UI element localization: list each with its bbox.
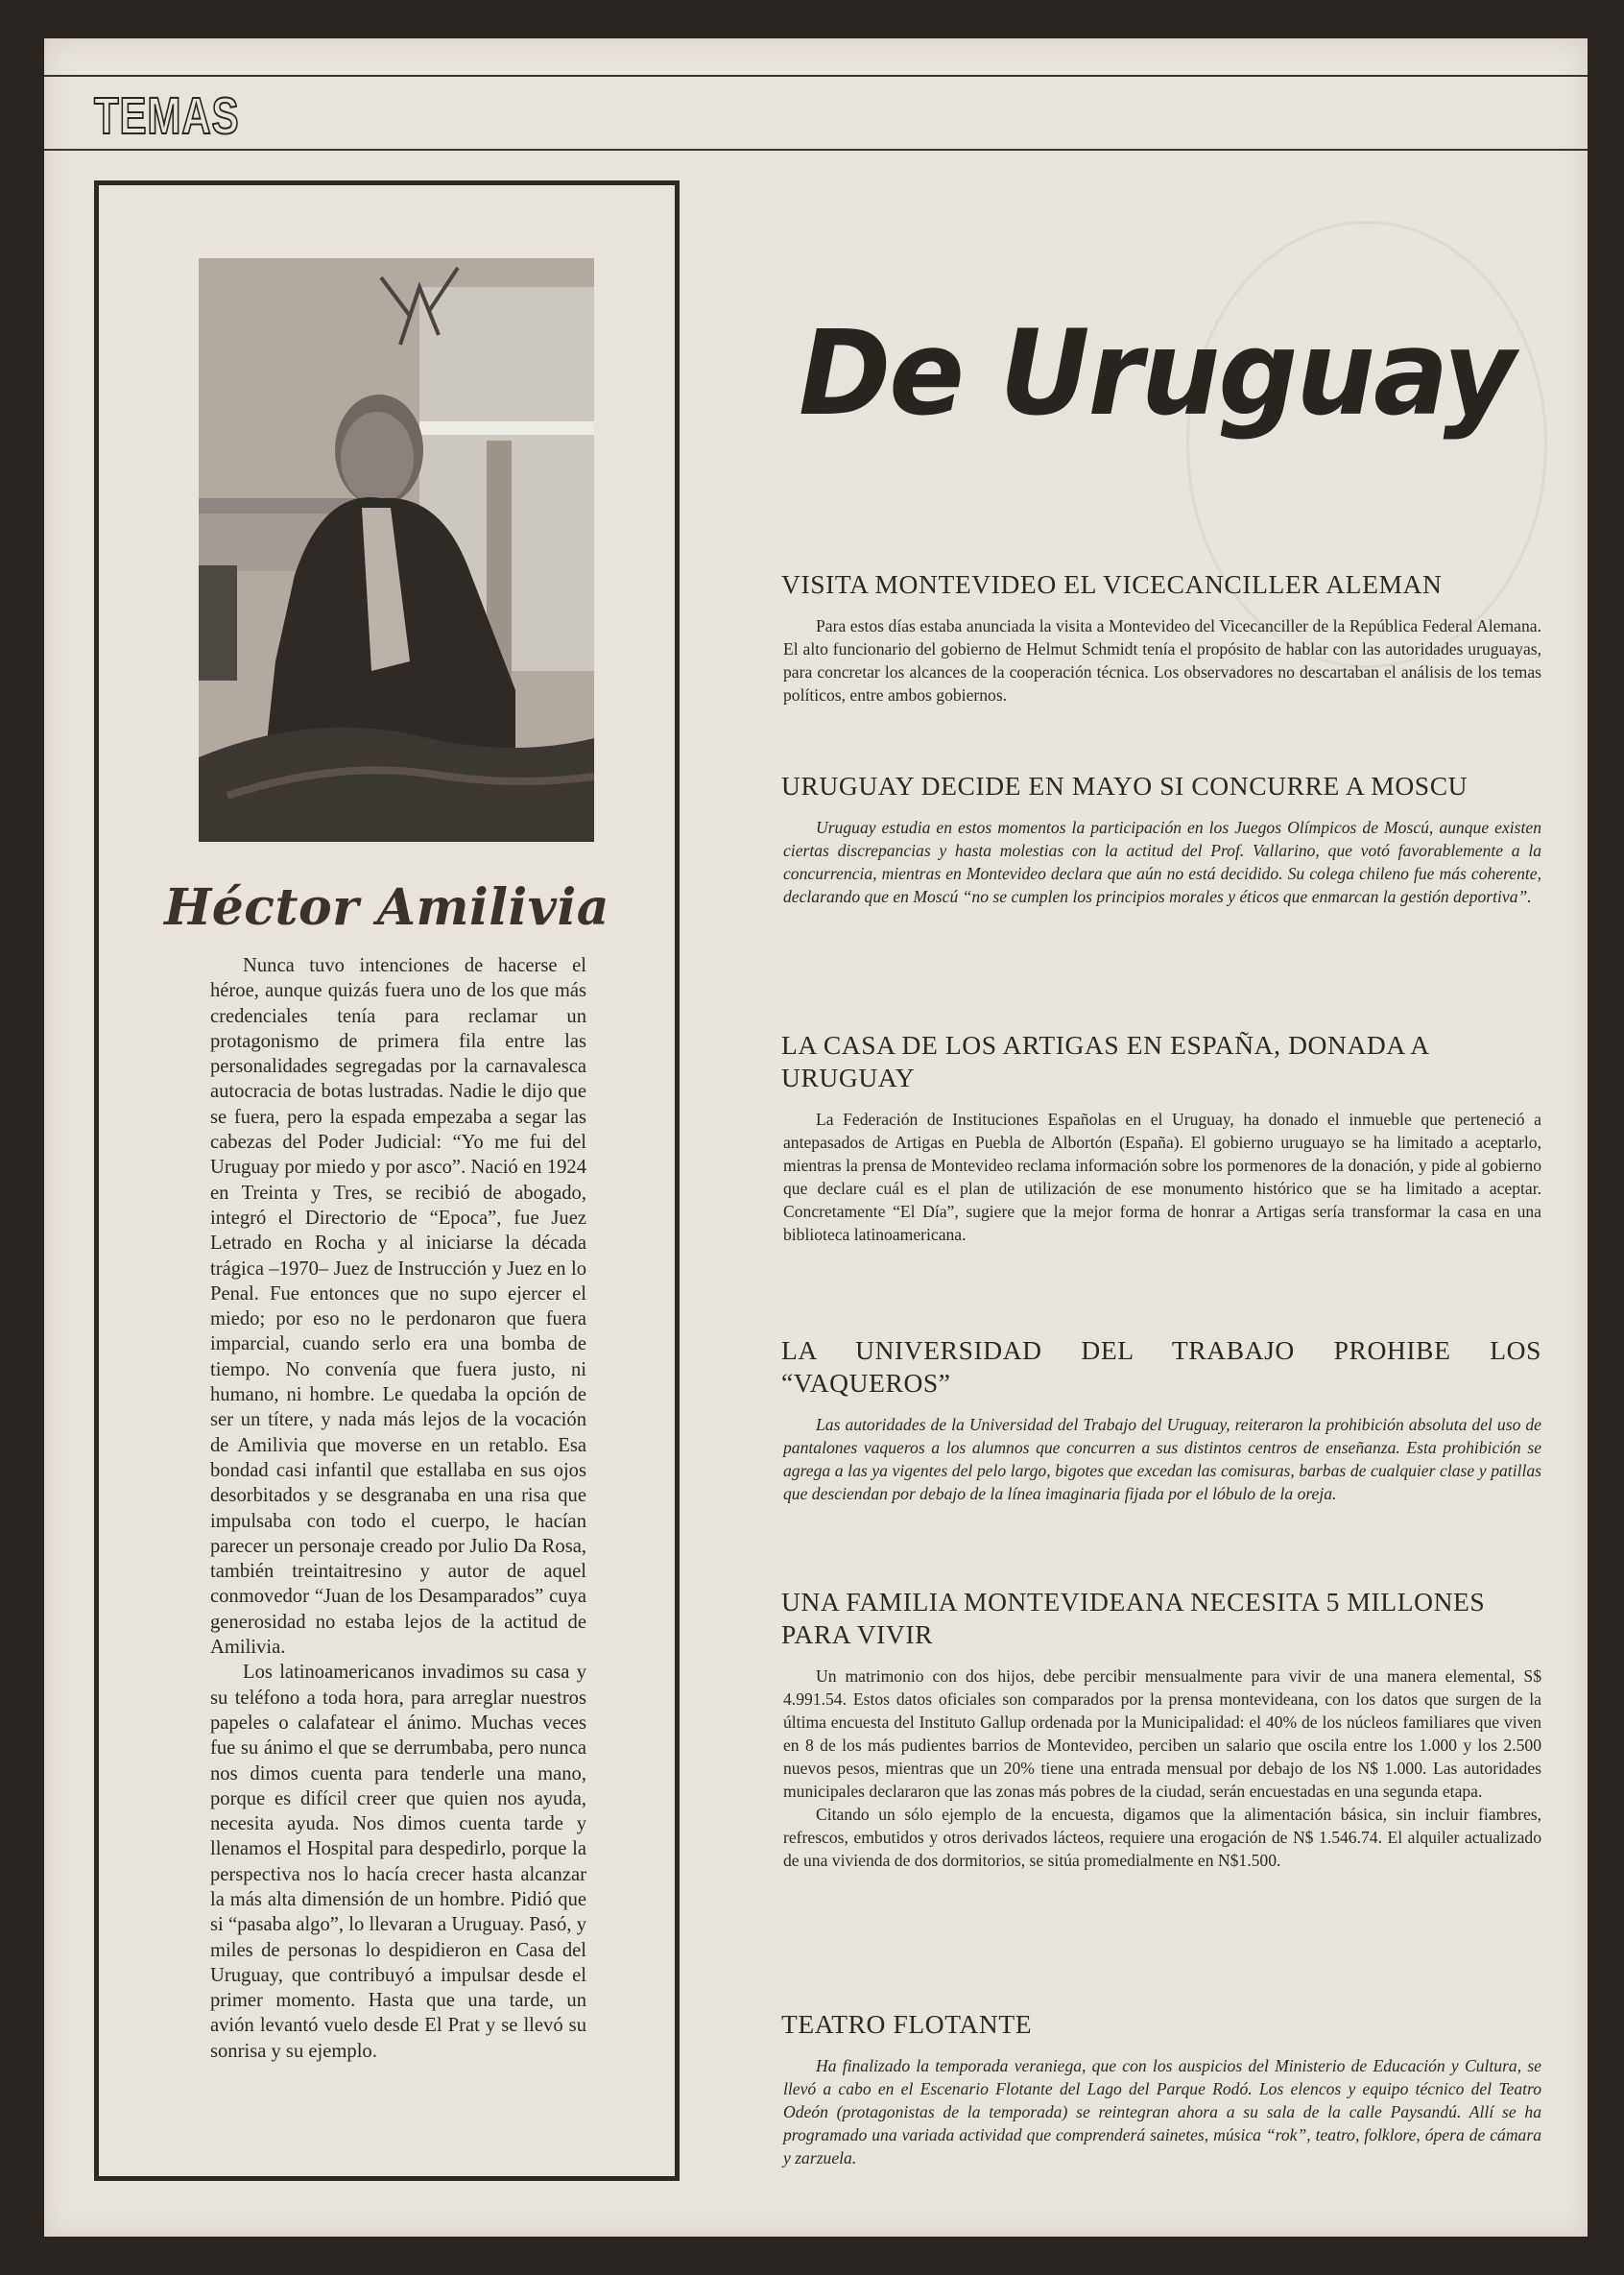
portrait-photo — [199, 258, 594, 842]
masthead-rule — [44, 149, 1588, 151]
news-paragraph: Citando un sólo ejemplo de la encuesta, digamos que la alimentación básica, sin incluir fiambres, refrescos, embutidos y otros derivados lácteos, requiere una erogación de N$ 1.546.74. El alquiler actualizado de una vivienda de dos dormitorios, se sitúa promedialmente en N$1.500. — [783, 1805, 1541, 1870]
news-body — [781, 1413, 1541, 1505]
profile-name: Héctor Amilivia — [164, 878, 609, 937]
news-title: TEATRO FLOTANTE — [781, 2009, 1033, 2039]
bio-paragraph: Nunca tuvo intenciones de hacerse el héroe, aunque quizás fuera uno de los que más credenciales tenía para reclamar un protagonismo de primera fila entre las personalidades segregadas por la carnavalesca autocracia de botas lustradas. Nadie le dijo que se fuera, pero la espada empezaba a segar las cabezas del Poder Judicial: “Yo me fui del Uruguay por miedo y por asco”. Nació en 1924 en Treinta y Tres, se recibió de abogado, integró el Directorio de “Epoca”, fue Juez Letrado en Rocha y al iniciarse la década trágica –1970– Juez de Instrucción y Juez en lo Penal. Fue entonces que no supo ejercer el miedo; por eso no le perdonaron que fuera imparcial, cuando serlo era una bomba de tiempo. No convenía que fuera justo, ni humano, ni hombre. Le quedaba la opción de ser un títere, y nada más lejos de la vocación de Amilivia que moverse en un retablo. Esa bondad casi infantil que estallaba en sus ojos desorbitados y se desgranaba en una risa que impulsaba con todo el cuerpo, le hacían parecer un personaje creado por Julio Da Rosa, también treintaitresino y autor de aquel conmovedor “Juan de los Desamparados” cuya generosidad no estaba lejos de la actitud de Amilivia. — [210, 955, 586, 1659]
news-body — [781, 2054, 1541, 2169]
news-paragraph: Uruguay estudia en estos momentos la participación en los Juegos Olímpicos de Moscú, aunque existen ciertas discrepancias y hasta molestias con la actitud del Prof. Vallarino, que votó favorablemente a la concurrencia, mientras en Montevideo declara que aún no está decidido. Su colega chileno fue más coherente, declarando que en Moscú “no se cumplen los principios morales y éticos que enmarcan la gestión deportiva”. — [783, 818, 1541, 906]
news-paragraph: Las autoridades de la Universidad del Trabajo del Uruguay, reiteraron la prohibición absoluta del uso de pantalones vaqueros a los alumnos que concurren a sus distintos centros de enseñanza. Esta prohibición se agrega a las ya vigentes del pelo largo, bigotes que excedan las comisuras, barbas de cualquier clase y patillas que desciendan por debajo de la línea imaginaria fijada por el lóbulo de la oreja. — [783, 1415, 1541, 1503]
top-rule — [44, 75, 1588, 77]
news-item — [781, 1334, 1541, 1505]
news-title: VISITA MONTEVIDEO EL VICECANCILLER ALEMAN — [781, 569, 1443, 599]
news-item — [781, 1029, 1541, 1246]
news-item — [781, 568, 1541, 706]
section-headline: De Uruguay — [799, 305, 1515, 443]
news-item — [781, 770, 1541, 908]
news-paragraph: Para estos días estaba anunciada la visita a Montevideo del Vicecanciller de la República Federal Alemana. El alto funcionario del gobierno de Helmut Schmidt tenía el propósito de hablar con las autoridades uruguayas, para concretar los alcances de la cooperación técnica. Los observadores no descartaban el análisis de los temas políticos, entre ambos gobiernos. — [783, 616, 1541, 705]
news-paragraph: La Federación de Instituciones Españolas en el Uruguay, ha donado el inmueble que perteneció a antepasados de Artigas en Puebla de Albortón (España). El gobierno uruguayo se ha limitado a aceptarlo, mientras la prensa de Montevideo reclama información sobre los pormenores de la donación, y pide al gobierno que declare cuál es el plan de utilización de ese monumento histórico que se ha limitado a aceptar. Concretamente “El Día”, sugiere que la mejor forma de honrar a Artigas sería transformar la casa en una biblioteca latinoamericana. — [783, 1110, 1541, 1244]
news-item — [781, 2008, 1541, 2169]
news-title: LA CASA DE LOS ARTIGAS EN ESPAÑA, DONADA A URUGUAY — [781, 1030, 1429, 1092]
news-title: URUGUAY DECIDE EN MAYO SI CONCURRE A MOSCU — [781, 771, 1469, 801]
profile-box — [94, 180, 680, 2181]
news-paragraph: Ha finalizado la temporada veraniega, que con los auspicios del Ministerio de Educación y Cultura, se llevó a cabo en el Escenario Flotante del Lago del Parque Rodó. Los elencos y equipo técnico del Teatro Odeón (protagonistas de la temporada) se reintegran ahora a su sala de la calle Paysandú. Allí se ha programado una variada actividad que comprenderá sainetes, música “rok”, teatro, folklore, ópera de cámara y zarzuela. — [783, 2056, 1541, 2167]
magazine-page — [44, 38, 1588, 2237]
profile-bio — [210, 953, 586, 2064]
news-body — [781, 1108, 1541, 1246]
news-title: UNA FAMILIA MONTEVIDEANA NECESITA 5 MILLONES PARA VIVIR — [781, 1587, 1486, 1649]
news-body — [781, 816, 1541, 908]
news-body — [781, 1664, 1541, 1872]
section-masthead: TEMAS — [94, 87, 240, 145]
news-body — [781, 614, 1541, 706]
bio-paragraph: Los latinoamericanos invadimos su casa y su teléfono a toda hora, para arreglar nuestros papeles o calafatear el ánimo. Muchas veces fue su ánimo el que se derrumbaba, pero nunca nos dimos cuenta para tenderle una mano, porque es difícil creer que quien nos ayuda, necesita ayuda. Nos dimos cuenta tarde y llenamos el Hospital para despedirlo, porque la perspectiva nos lo hacía crecer hasta alcanzar la más alta dimensión de un hombre. Pidió que si “pasaba algo”, lo llevaran a Uruguay. Pasó, y miles de personas lo despidieron en Casa del Uruguay, que contribuyó a impulsar desde el primer momento. Hasta que una tarde, un avión levantó vuelo desde El Prat y se llevó su sonrisa y su ejemplo. — [210, 1662, 586, 2062]
news-item — [781, 1586, 1541, 1872]
news-title: LA UNIVERSIDAD DEL TRABAJO PROHIBE LOS “VAQUEROS” — [781, 1335, 1541, 1398]
news-paragraph: Un matrimonio con dos hijos, debe percibir mensualmente para vivir de una manera elemental, S$ 4.991.54. Estos datos oficiales son comparados por la prensa montevideana, con los datos que surgen de la última encuesta del Instituto Gallup ordenada por la Municipalidad: el 40% de los núcleos familiares que viven en 8 de los más pudientes barrios de Montevideo, perciben un salario que oscila entre los 1.000 y los 2.500 nuevos pesos, mientras que un 20% tiene una entrada mensual por debajo de los N$ 1.000. Las autoridades municipales declararon que las zonas más pobres de la ciudad, serán encuestadas en una segunda etapa. — [783, 1666, 1541, 1801]
